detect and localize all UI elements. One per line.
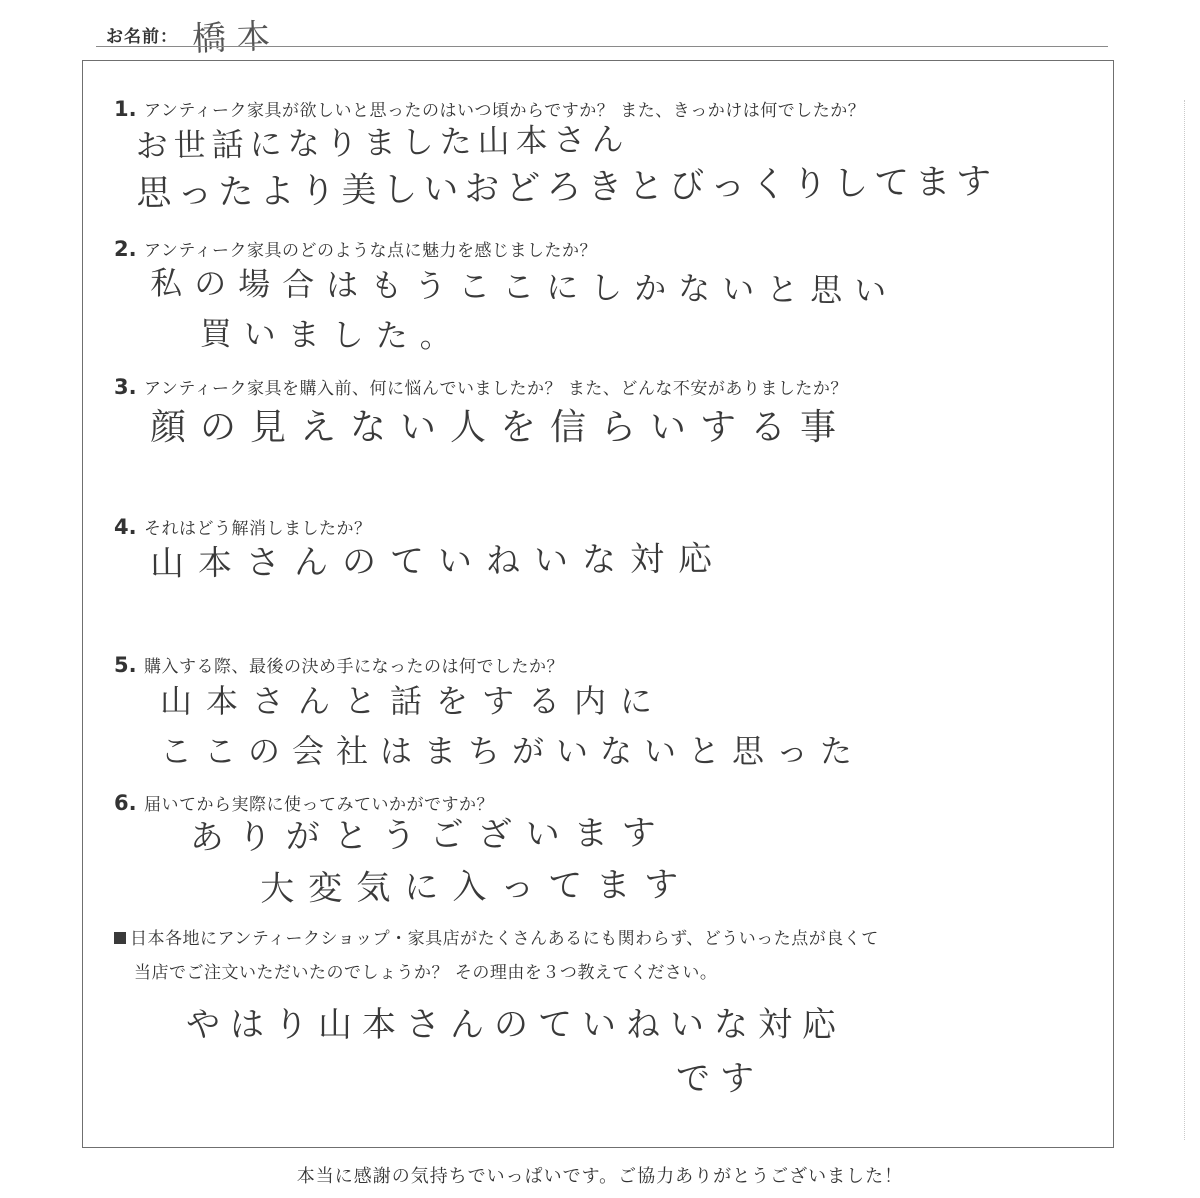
question-number: 1. <box>114 97 137 121</box>
question-number: 6. <box>114 791 137 815</box>
answer-2 <box>149 258 898 366</box>
question-text: アンティーク家具のどのような点に魅力を感じましたか？ <box>144 241 597 261</box>
answer-6 <box>189 807 692 916</box>
question-4 <box>114 514 372 539</box>
answer-line: 思ったより美しいおどろきとびっくりしてます <box>136 161 998 214</box>
name-row <box>106 14 281 60</box>
answer-5 <box>160 676 864 776</box>
closing-question-line-2: 当店でご注文いただいたのでしょうか？ その理由を３つ教えてください。 <box>134 963 718 983</box>
question-text: アンティーク家具を購入前、何に悩んでいましたか？ また、どんな不安がありましたか？ <box>144 379 848 399</box>
answer-4 <box>150 533 726 590</box>
answer-1 <box>135 110 997 218</box>
thank-you-footer: 本当に感謝の気持ちでいっぱいです。ご協力ありがとうございました！ <box>296 1166 904 1187</box>
answer-line: 山本さんと話をする内に <box>160 682 667 720</box>
closing-question <box>114 922 879 990</box>
answer-line: です <box>676 1059 764 1099</box>
answer-line: ここの会社はまちがいないと思った <box>160 732 865 770</box>
question-number: 5. <box>114 653 137 677</box>
answer-line: 顔の見えない人を信らいする事 <box>150 407 851 448</box>
answer-line: 私の場合はもうここにしかないと思い <box>150 264 899 310</box>
answer-3 <box>150 402 850 454</box>
question-text: それはどう解消しましたか？ <box>144 519 372 539</box>
answer-line: 山本さんのていねいな対応 <box>149 538 727 584</box>
question-text: 購入する際、最後の決め手になったのは何でしたか？ <box>144 657 564 677</box>
question-5 <box>114 652 564 677</box>
closing-question-line-1: 日本各地にアンティークショップ・家具店がたくさんあるにも関わらず、どういった点が良くて <box>130 929 879 949</box>
answer-line: 買いました。 <box>199 314 464 356</box>
question-3 <box>114 374 848 399</box>
scan-edge-artifact <box>1184 100 1187 1140</box>
question-text: 届いてから実際に使ってみていかがですか？ <box>144 795 494 815</box>
name-underline <box>96 46 1108 47</box>
question-text: アンティーク家具が欲しいと思ったのはいつ頃からですか？ また、きっかけは何でしたか？ <box>144 101 866 121</box>
answer-line: お世話になりました山本さん <box>135 120 630 166</box>
answer-line: やはり山本さんのていねいな対応 <box>186 1005 846 1045</box>
question-number: 2. <box>114 237 137 261</box>
question-number: 3. <box>114 375 137 399</box>
answer-line: 大変気に入ってます <box>260 864 693 910</box>
closing-answer <box>186 998 846 1106</box>
name-label: お名前： <box>106 26 178 47</box>
question-2 <box>114 236 597 261</box>
name-value-handwritten: 橋本 <box>191 15 281 60</box>
question-number: 4. <box>114 515 137 539</box>
square-bullet-icon <box>114 932 126 944</box>
answer-line: ありがとうございます <box>189 812 670 859</box>
